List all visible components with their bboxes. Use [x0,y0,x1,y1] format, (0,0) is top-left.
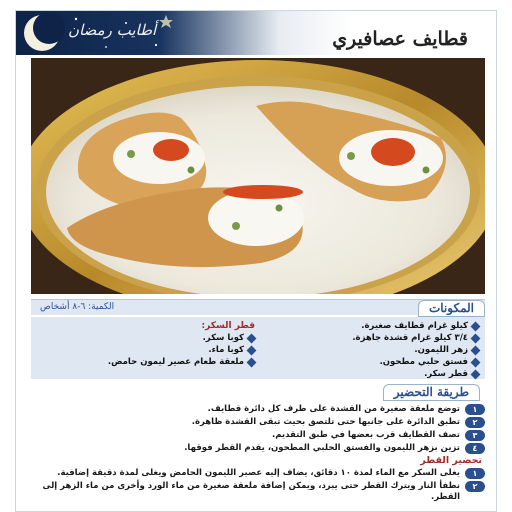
list-item: كيلو غرام قطايف صغيرة. [269,320,479,332]
step-number: ١ [465,468,485,479]
bullet-icon [471,333,481,343]
ingredients-panel [31,317,485,379]
step-number: ٣ [465,430,485,441]
list-item: زهر الليمون. [269,344,479,356]
main-ingredients-list [269,320,479,380]
bullet-icon [247,345,257,355]
list-item: ملعقة طعام عصير ليمون حامض. [55,356,255,368]
bullet-icon [471,357,481,367]
yield-text: الكمية: ٦-٨ أشخاص [40,302,115,312]
bullet-icon [471,369,481,379]
bullet-icon [471,321,481,331]
step-item: ٢ نطفأ النار ويترك القطر حتى يبرد، ويمكن إضافة ملعقة صغيرة من ماء الورد وأخرى من ماء الزهر إلى القطر. [31,481,485,503]
method-steps [31,404,485,456]
syrup-ingredients-list [55,320,255,368]
step-item: ٤ تزين بزهر الليمون والفستق الحلبي المطحون، يقدم القطر فوقها. [31,443,485,454]
bullet-icon [247,357,257,367]
list-item: ٣/٤ كيلو غرام قشدة جاهزة. [269,332,479,344]
step-number: ٢ [465,481,485,492]
step-number: ٢ [465,417,485,428]
step-number: ٤ [465,443,485,454]
bullet-icon [471,345,481,355]
syrup-method-heading: تحضير القطر [420,455,482,466]
step-item: ٢ تطبق الدائرة على جانبها حتى تلتصق بحيث تبقى القشدة ظاهرة. [31,417,485,428]
list-item: كوبا سكر. [55,332,255,344]
logo-text: أطايب رمضان [68,21,157,39]
step-item: ١ يغلى السكر مع الماء لمدة ١٠ دقائق، يضاف إليه عصير الليمون الحامض ويغلى لمدة دقيقة إضافية. [31,468,485,479]
syrup-ingredients-heading: قطر السكر: [201,321,255,331]
list-item: كوبا ماء. [55,344,255,356]
recipe-title: قطايف عصافيري [332,28,468,50]
step-number: ١ [465,404,485,415]
ingredients-heading: المكونات [418,300,485,317]
list-item: فستق حلبي مطحون. [269,356,479,368]
syrup-method-steps [31,468,485,505]
dish-photo [31,58,485,294]
bullet-icon [247,333,257,343]
list-item: قطر سكر. [269,368,479,380]
step-item: ١ توضع ملعقة صغيرة من القشدة على طرف كل دائرة قطايف. [31,404,485,415]
step-item: ٣ تصف القطايف قرب بعضها في طبق التقديم. [31,430,485,441]
method-heading: طريقة التحضير [383,384,480,401]
ramadan-logo [16,11,186,55]
